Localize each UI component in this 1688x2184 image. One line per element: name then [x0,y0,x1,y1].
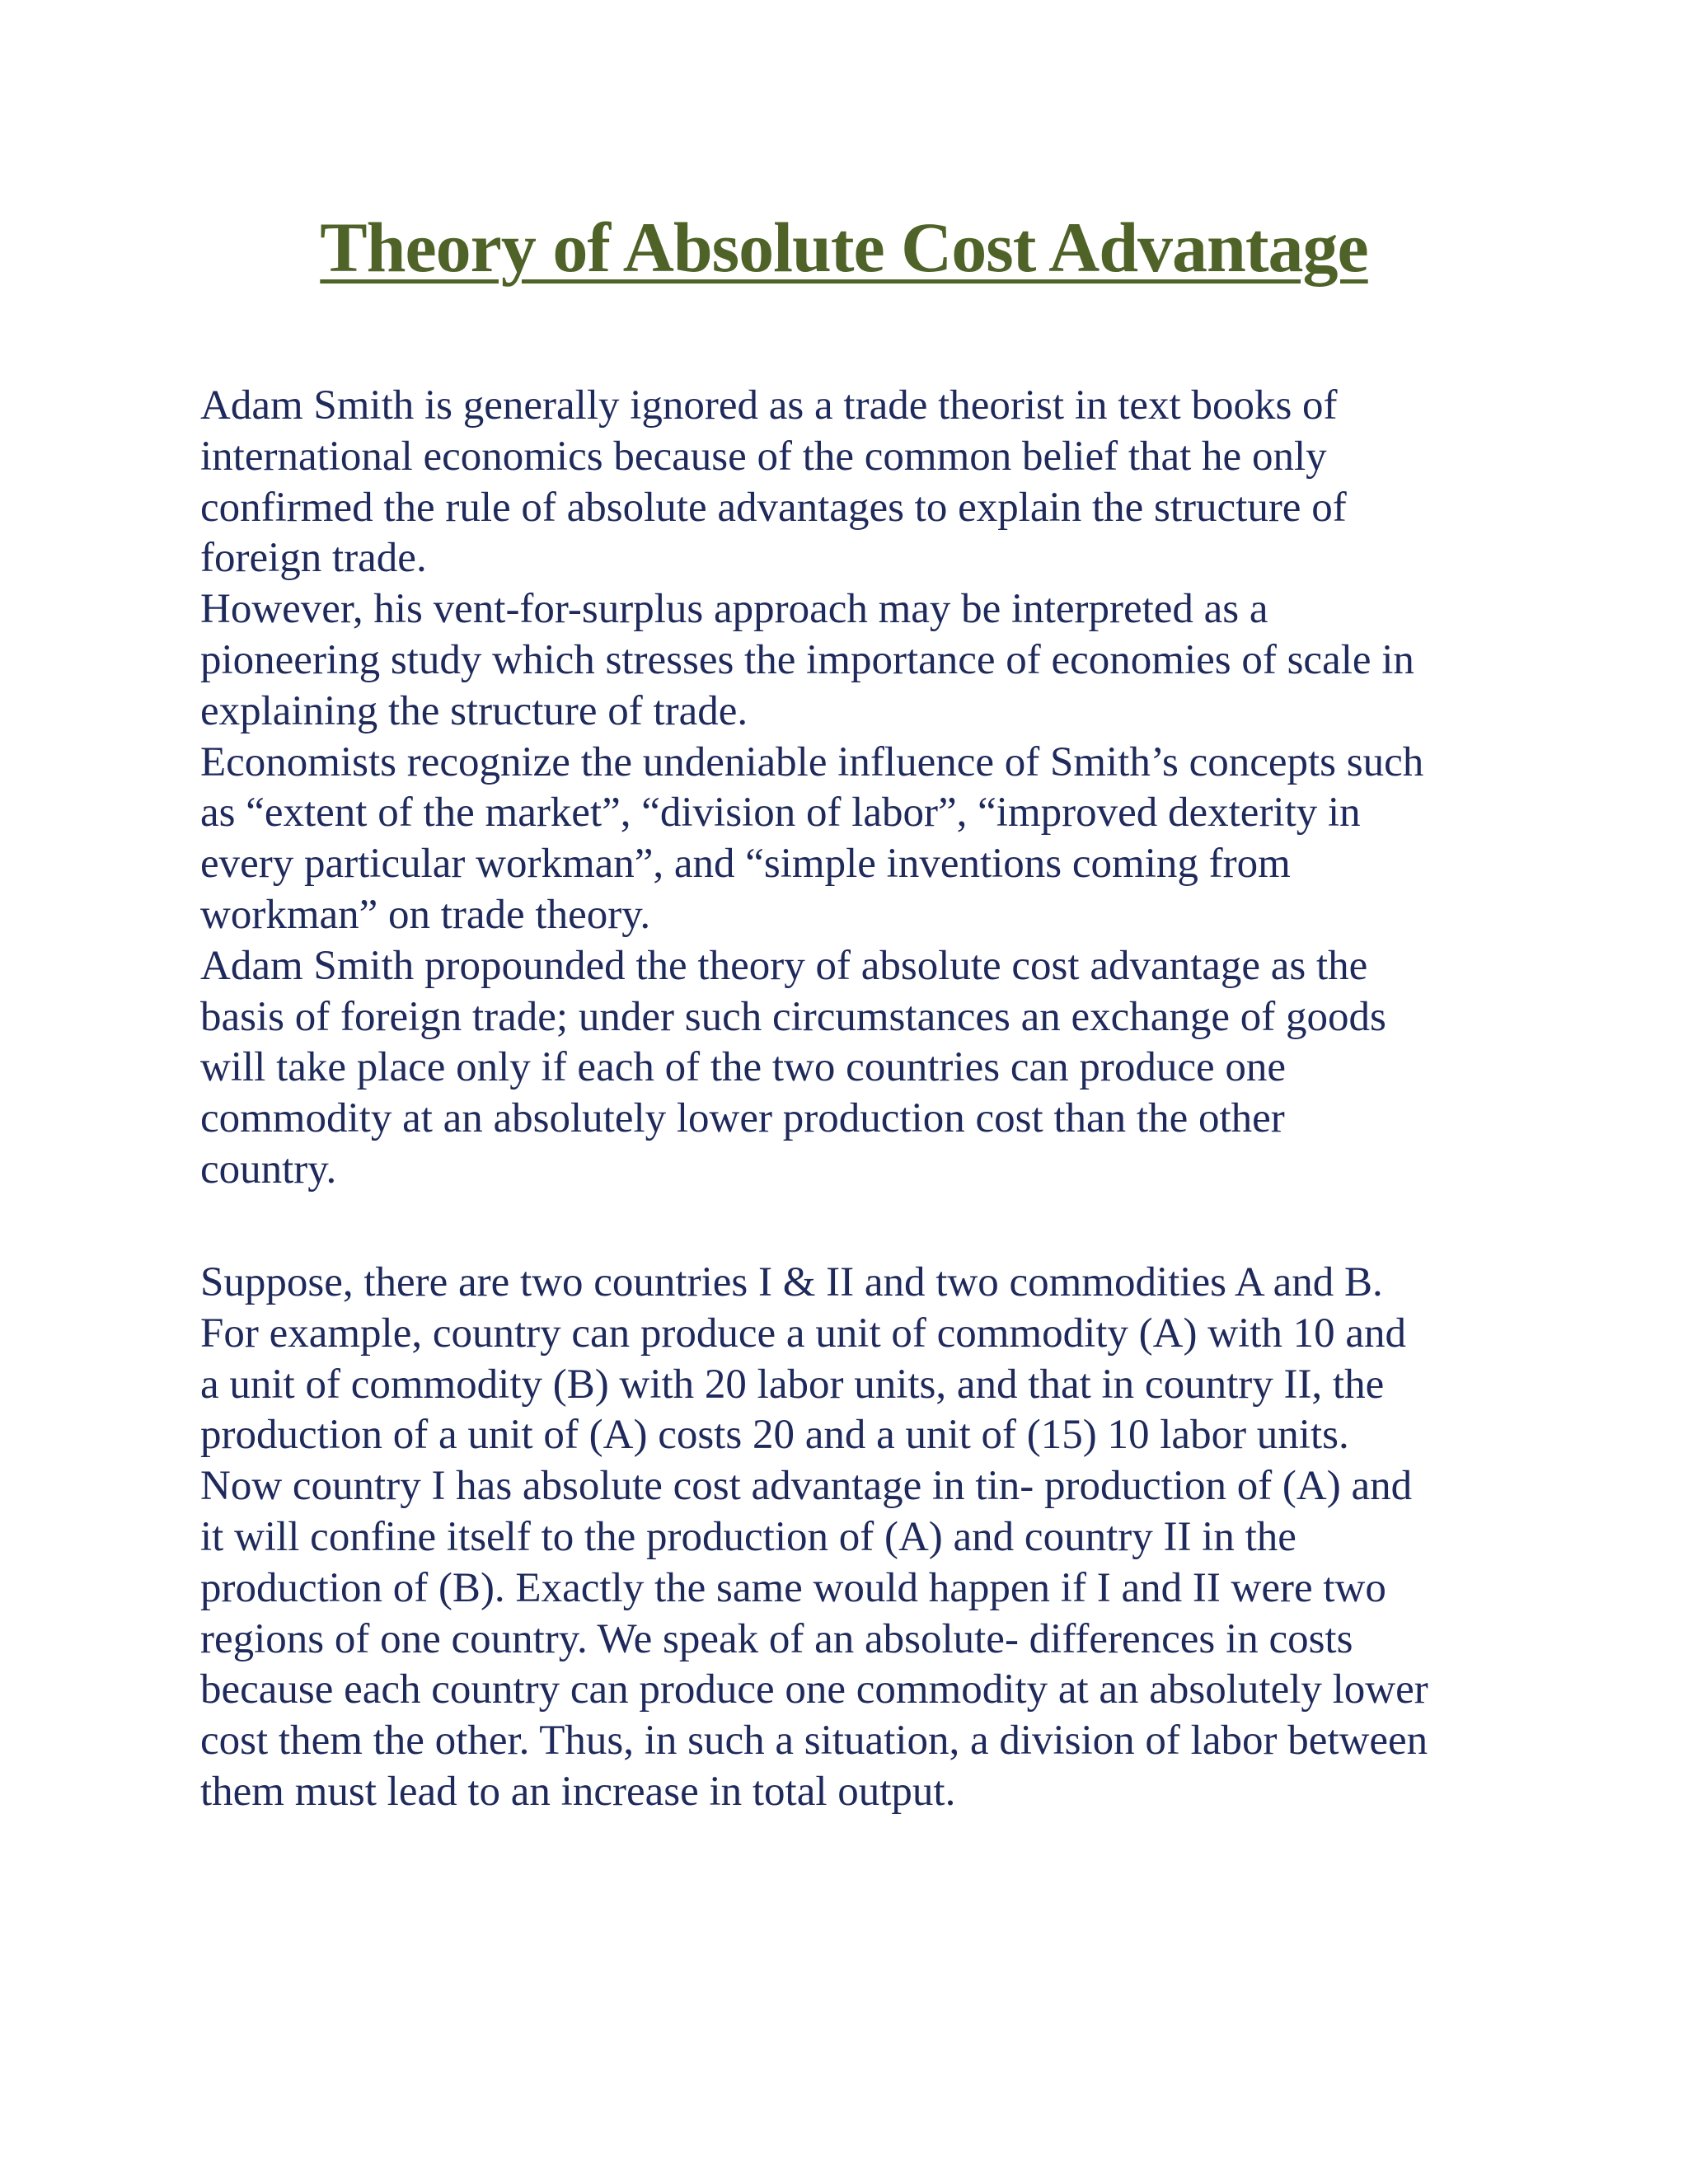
text-line: Adam Smith is generally ignored as a trade theorist in text books of [200,382,1338,429]
text-line: production of a unit of (A) costs 20 and a unit of (15) 10 labor units. [200,1412,1349,1459]
paragraph-absolute-cost-advantage [200,941,1519,1196]
text-line: Suppose, there are two countries I & II and two commodities A and B. [200,1259,1383,1305]
text-line: production of (B). Exactly the same would happen if I and II were two [200,1564,1386,1611]
text-line: workman” on trade theory. [200,891,651,938]
paragraph-vent-for-surplus [200,584,1519,737]
page-title-text: Theory of Absolute Cost Advantage [320,208,1368,287]
text-line: commodity at an absolutely lower production cost than the other [200,1095,1285,1142]
text-line: However, his vent-for-surplus approach may be interpreted as a [200,586,1268,633]
text-line: cost them the other. Thus, in such a situation, a division of labor between [200,1718,1428,1765]
text-line: every particular workman”, and “simple inventions coming from [200,841,1291,888]
page-title [0,204,1688,290]
text-line: foreign trade. [200,535,427,582]
text-line: For example, country can produce a unit of commodity (A) with 10 and [200,1310,1407,1357]
text-line: a unit of commodity (B) with 20 labor units, and that in country II, the [200,1361,1385,1408]
text-line: Now country I has absolute cost advantage in tin- production of (A) and [200,1463,1413,1510]
text-line: basis of foreign trade; under such circumstances an exchange of goods [200,993,1386,1040]
text-line: country. [200,1146,337,1193]
text-line: will take place only if each of the two countries can produce one [200,1044,1286,1091]
text-line: Economists recognize the undeniable influence of Smith’s concepts such [200,738,1424,785]
paragraph-economists-recognize [200,738,1519,941]
text-line: as “extent of the market”, “division of labor”, “improved dexterity in [200,790,1361,837]
text-line: Adam Smith propounded the theory of absolute cost advantage as the [200,942,1368,989]
text-line: pioneering study which stresses the importance of economies of scale in [200,636,1414,683]
paragraph-adam-smith-ignored [200,381,1519,584]
body-section-intro [200,381,1519,1196]
text-line: international economics because of the common belief that he only [200,433,1327,480]
body-section-example [200,1258,1519,1818]
text-line: explaining the structure of trade. [200,687,748,734]
text-line: them must lead to an increase in total output. [200,1768,956,1815]
paragraph-two-countries-example [200,1258,1519,1818]
text-line: confirmed the rule of absolute advantages to explain the structure of [200,484,1347,531]
text-line: because each country can produce one commodity at an absolutely lower [200,1666,1428,1713]
text-line: it will confine itself to the production of (A) and country II in the [200,1513,1296,1560]
text-line: regions of one country. We speak of an absolute- differences in costs [200,1615,1353,1662]
